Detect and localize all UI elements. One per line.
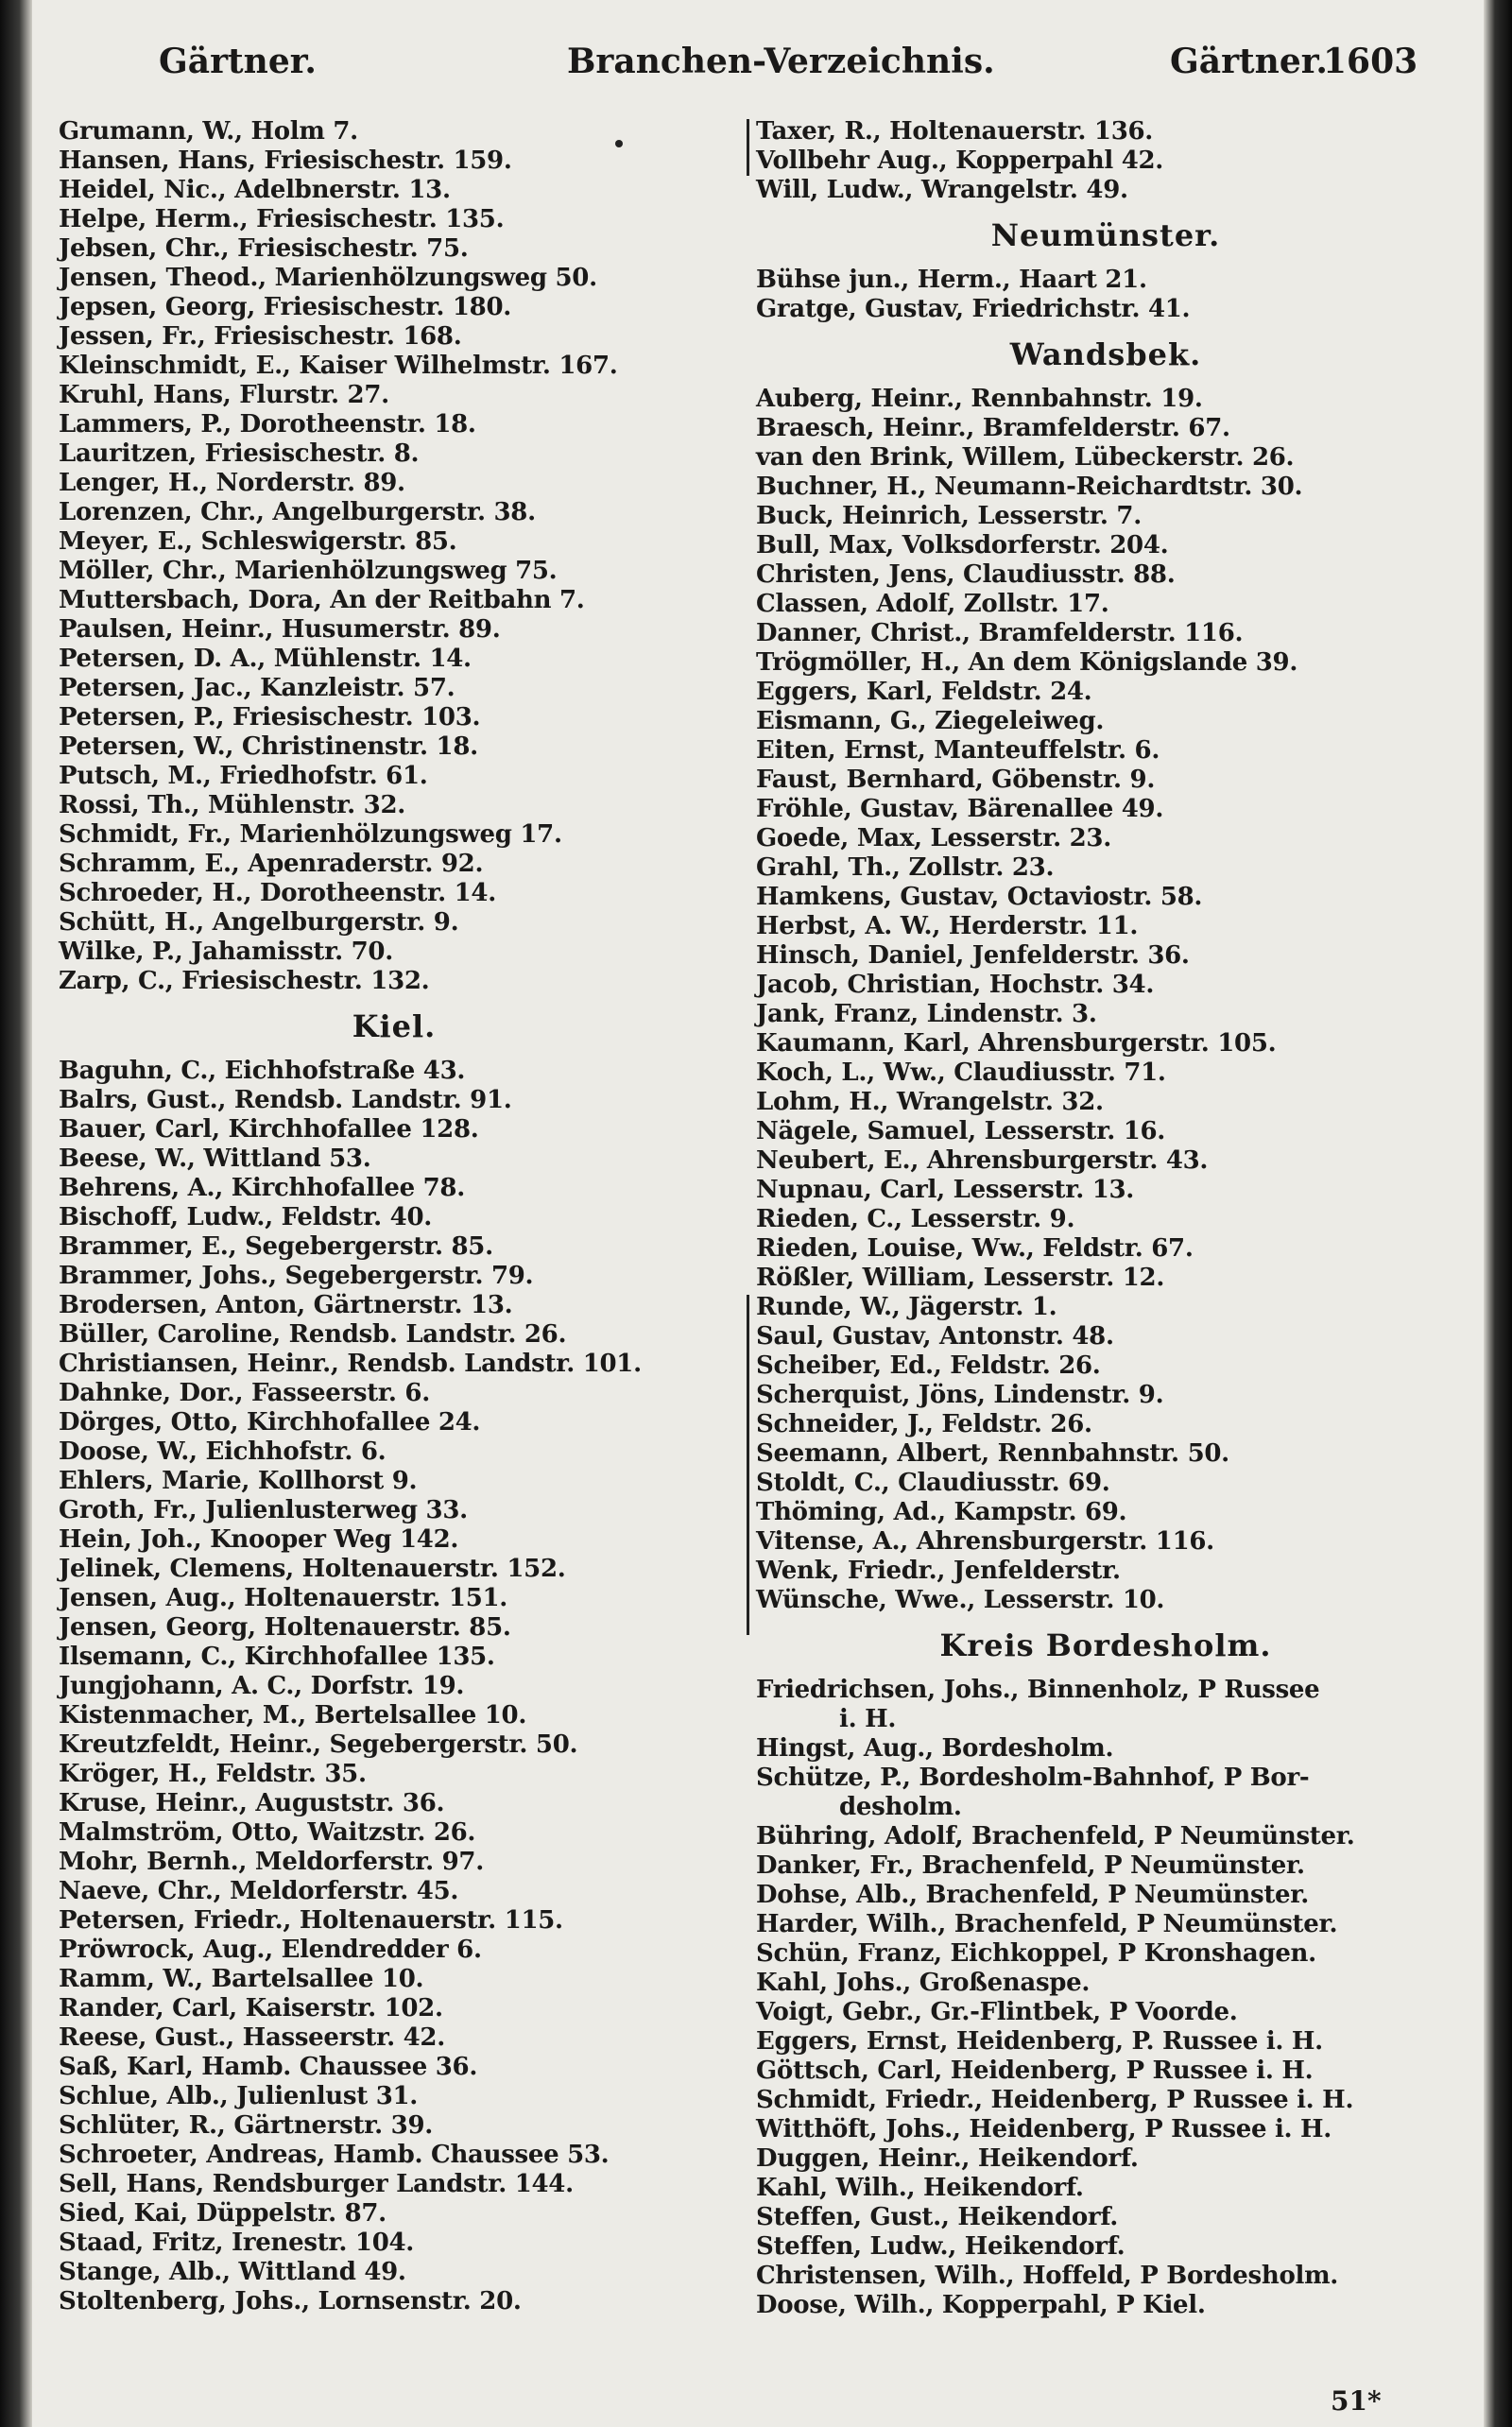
directory-entry: Naeve, Chr., Meldorferstr. 45. (59, 1877, 459, 1905)
directory-entry: Staad, Fritz, Irenestr. 104. (59, 2229, 415, 2257)
directory-entry: Rieden, C., Lesserstr. 9. (756, 1205, 1075, 1233)
directory-entry: Eggers, Karl, Feldstr. 24. (756, 678, 1092, 706)
directory-entry: Jank, Franz, Lindenstr. 3. (756, 1000, 1097, 1028)
directory-entry: Büller, Caroline, Rendsb. Landstr. 26. (59, 1320, 567, 1349)
right-entries-bordesholm (756, 1676, 1455, 2320)
directory-entry: Bühring, Adolf, Brachenfeld, P Neumünster. (756, 1822, 1355, 1850)
page-number: 1603 (1323, 42, 1418, 81)
directory-entry: Meyer, E., Schleswigerstr. 85. (59, 527, 457, 556)
directory-entry: Grahl, Th., Zollstr. 23. (756, 853, 1055, 882)
directory-entry: Will, Ludw., Wrangelstr. 49. (756, 176, 1128, 204)
directory-entry: Muttersbach, Dora, An der Reitbahn 7. (59, 586, 585, 614)
directory-entry: Jensen, Theod., Marienhölzungsweg 50. (59, 264, 597, 292)
directory-entry: Buchner, H., Neumann-Reichardtstr. 30. (756, 473, 1303, 501)
section-heading-bordesholm: Kreis Bordesholm. (939, 1627, 1272, 1663)
directory-entry: Jebsen, Chr., Friesischestr. 75. (59, 234, 469, 263)
directory-entry: Lammers, P., Dorotheenstr. 18. (59, 410, 476, 439)
directory-entry: Kruse, Heinr., Auguststr. 36. (59, 1789, 445, 1817)
scan-edge-left (0, 0, 32, 2427)
directory-entry: Hingst, Aug., Bordesholm. (756, 1734, 1114, 1763)
directory-entry: Auberg, Heinr., Rennbahnstr. 19. (756, 385, 1203, 413)
directory-entry: Jacob, Christian, Hochstr. 34. (756, 971, 1155, 999)
directory-entry: Ilsemann, C., Kirchhofallee 135. (59, 1643, 495, 1671)
directory-entry: Scheiber, Ed., Feldstr. 26. (756, 1351, 1101, 1380)
directory-entry: Bühse jun., Herm., Haart 21. (756, 266, 1147, 294)
directory-entry: Göttsch, Carl, Heidenberg, P Russee i. H. (756, 2057, 1314, 2085)
directory-entry: Ehlers, Marie, Kollhorst 9. (59, 1467, 418, 1495)
directory-entry: Seemann, Albert, Rennbahnstr. 50. (756, 1439, 1229, 1468)
directory-entry: Kruhl, Hans, Flurstr. 27. (59, 381, 389, 409)
left-entries-top (59, 117, 730, 996)
directory-entry: Steffen, Ludw., Heikendorf. (756, 2232, 1125, 2261)
directory-entry: Jungjohann, A. C., Dorfstr. 19. (59, 1672, 465, 1700)
directory-entry: Thöming, Ad., Kampstr. 69. (756, 1498, 1127, 1526)
directory-entry: Friedrichsen, Johs., Binnenholz, P Russee (756, 1676, 1320, 1704)
directory-entry: Jensen, Aug., Holtenauerstr. 151. (59, 1584, 508, 1612)
directory-entry: Kreutzfeldt, Heinr., Segebergerstr. 50. (59, 1730, 578, 1759)
directory-entry: Wenk, Friedr., Jenfelderstr. (756, 1557, 1121, 1585)
directory-entry: Sell, Hans, Rendsburger Landstr. 144. (59, 2170, 574, 2198)
directory-entry: Koch, L., Ww., Claudiusstr. 71. (756, 1059, 1166, 1087)
directory-entry: Herbst, A. W., Herderstr. 11. (756, 912, 1139, 940)
directory-entry: Danker, Fr., Brachenfeld, P Neumünster. (756, 1851, 1305, 1880)
directory-entry: Steffen, Gust., Heikendorf. (756, 2203, 1119, 2231)
directory-entry: Pröwrock, Aug., Elendredder 6. (59, 1936, 482, 1964)
directory-entry: Duggen, Heinr., Heikendorf. (756, 2144, 1139, 2173)
directory-entry: Christensen, Wilh., Hoffeld, P Bordesholm. (756, 2262, 1339, 2290)
directory-entry: Möller, Chr., Marienhölzungsweg 75. (59, 557, 558, 585)
directory-entry: i. H. (839, 1705, 897, 1733)
directory-entry: Kröger, H., Feldstr. 35. (59, 1760, 367, 1788)
right-entries-neumuenster (756, 266, 1455, 324)
running-head-left: Gärtner. (159, 42, 317, 81)
directory-entry: Petersen, Friedr., Holtenauerstr. 115. (59, 1906, 563, 1935)
directory-entry: Schroeter, Andreas, Hamb. Chaussee 53. (59, 2141, 610, 2169)
directory-entry: Gratge, Gustav, Friedrichstr. 41. (756, 295, 1191, 323)
directory-entry: Vollbehr Aug., Kopperpahl 42. (756, 146, 1164, 175)
directory-entry: Dörges, Otto, Kirchhofallee 24. (59, 1408, 481, 1437)
directory-entry: Schütze, P., Bordesholm-Bahnhof, P Bor- (756, 1764, 1310, 1792)
directory-entry: Witthöft, Johs., Heidenberg, P Russee i. H. (756, 2115, 1332, 2143)
directory-entry: van den Brink, Willem, Lübeckerstr. 26. (756, 443, 1295, 472)
directory-entry: Kahl, Wilh., Heikendorf. (756, 2174, 1084, 2202)
directory-entry: Schütt, H., Angelburgerstr. 9. (59, 908, 459, 937)
directory-entry: Brammer, Johs., Segebergerstr. 79. (59, 1262, 534, 1290)
directory-entry: Baguhn, C., Eichhofstraße 43. (59, 1057, 466, 1085)
directory-entry: Hansen, Hans, Friesischestr. 159. (59, 146, 512, 175)
directory-entry: Fröhle, Gustav, Bärenallee 49. (756, 795, 1164, 823)
directory-entry: Lenger, H., Norderstr. 89. (59, 469, 405, 497)
footer-number: 51* (1331, 2385, 1382, 2417)
directory-entry: Dahnke, Dor., Fasseerstr. 6. (59, 1379, 430, 1407)
directory-entry: Brodersen, Anton, Gärtnerstr. 13. (59, 1291, 513, 1319)
directory-entry: Voigt, Gebr., Gr.-Flintbek, P Voorde. (756, 1998, 1238, 2026)
directory-entry: Rander, Carl, Kaiserstr. 102. (59, 1994, 443, 2022)
directory-entry: Christiansen, Heinr., Rendsb. Landstr. 101. (59, 1350, 642, 1378)
directory-entry: Rossi, Th., Mühlenstr. 32. (59, 791, 406, 819)
directory-entry: Eismann, G., Ziegeleiweg. (756, 707, 1105, 735)
left-entries-kiel (59, 1057, 730, 2316)
directory-entry: Faust, Bernhard, Göbenstr. 9. (756, 766, 1156, 794)
directory-entry: Harder, Wilh., Brachenfeld, P Neumünster. (756, 1910, 1338, 1938)
directory-entry: Balrs, Gust., Rendsb. Landstr. 91. (59, 1086, 512, 1114)
directory-entry: Schramm, E., Apenraderstr. 92. (59, 850, 484, 878)
directory-entry: Kahl, Johs., Großenaspe. (756, 1969, 1091, 1997)
directory-entry: Beese, W., Wittland 53. (59, 1145, 371, 1173)
directory-entry: Braesch, Heinr., Bramfelderstr. 67. (756, 414, 1230, 442)
directory-entry: Hinsch, Daniel, Jenfelderstr. 36. (756, 941, 1190, 970)
directory-entry: Jelinek, Clemens, Holtenauerstr. 152. (59, 1555, 566, 1583)
section-heading-neumuenster: Neumünster. (990, 217, 1221, 253)
directory-entry: Vitense, A., Ahrensburgerstr. 116. (756, 1527, 1214, 1556)
directory-entry: Kleinschmidt, E., Kaiser Wilhelmstr. 167. (59, 352, 618, 380)
directory-entry: Runde, W., Jägerstr. 1. (756, 1293, 1057, 1321)
directory-entry: Petersen, D. A., Mühlenstr. 14. (59, 645, 472, 673)
directory-entry: Schneider, J., Feldstr. 26. (756, 1410, 1092, 1438)
directory-entry: Malmström, Otto, Waitzstr. 26. (59, 1818, 476, 1847)
directory-entry: Bull, Max, Volksdorferstr. 204. (756, 531, 1169, 559)
directory-entry: Bischoff, Ludw., Feldstr. 40. (59, 1203, 432, 1231)
directory-entry: Hamkens, Gustav, Octaviostr. 58. (756, 883, 1203, 911)
directory-entry: Eiten, Ernst, Manteuffelstr. 6. (756, 736, 1160, 765)
directory-entry: Eggers, Ernst, Heidenberg, P. Russee i. H. (756, 2027, 1323, 2056)
directory-entry: Wünsche, Wwe., Lesserstr. 10. (756, 1586, 1165, 1614)
right-entries-top (756, 117, 1455, 205)
directory-entry: Nägele, Samuel, Lesserstr. 16. (756, 1117, 1166, 1145)
directory-entry: Classen, Adolf, Zollstr. 17. (756, 590, 1109, 618)
directory-entry: Schlue, Alb., Julienlust 31. (59, 2082, 419, 2110)
directory-entry: Rieden, Louise, Ww., Feldstr. 67. (756, 1234, 1194, 1263)
directory-entry: Nupnau, Carl, Lesserstr. 13. (756, 1176, 1135, 1204)
directory-entry: Doose, Wilh., Kopperpahl, P Kiel. (756, 2291, 1206, 2319)
directory-entry: Taxer, R., Holtenauerstr. 136. (756, 117, 1154, 146)
running-head-right: Gärtner. (1170, 42, 1328, 81)
directory-entry: Behrens, A., Kirchhofallee 78. (59, 1174, 465, 1202)
directory-entry: desholm. (839, 1793, 962, 1821)
column-rule-lower (747, 1295, 749, 1635)
directory-entry: Hein, Joh., Knooper Weg 142. (59, 1525, 459, 1554)
directory-entry: Petersen, W., Christinenstr. 18. (59, 732, 478, 761)
directory-entry: Neubert, E., Ahrensburgerstr. 43. (756, 1146, 1209, 1175)
directory-entry: Grumann, W., Holm 7. (59, 117, 358, 146)
directory-entry: Doose, W., Eichhofstr. 6. (59, 1437, 387, 1466)
directory-entry: Rößler, William, Lesserstr. 12. (756, 1264, 1165, 1292)
directory-entry: Paulsen, Heinr., Husumerstr. 89. (59, 615, 501, 644)
directory-entry: Stoltenberg, Johs., Lornsenstr. 20. (59, 2287, 522, 2315)
directory-entry: Stange, Alb., Wittland 49. (59, 2258, 406, 2286)
scan-edge-right (1484, 0, 1512, 2427)
directory-entry: Brammer, E., Segebergerstr. 85. (59, 1232, 493, 1261)
running-head-title: Branchen-Verzeichnis. (567, 42, 995, 81)
directory-entry: Schmidt, Friedr., Heidenberg, P Russee i. H. (756, 2086, 1354, 2114)
directory-entry: Zarp, C., Friesischestr. 132. (59, 967, 430, 995)
directory-entry: Danner, Christ., Bramfelderstr. 116. (756, 619, 1244, 647)
directory-entry: Jensen, Georg, Holtenauerstr. 85. (59, 1613, 511, 1642)
directory-entry: Kistenmacher, M., Bertelsallee 10. (59, 1701, 527, 1730)
directory-entry: Wilke, P., Jahamisstr. 70. (59, 938, 393, 966)
directory-entry: Schlüter, R., Gärtnerstr. 39. (59, 2111, 434, 2140)
directory-entry: Heidel, Nic., Adelbnerstr. 13. (59, 176, 451, 204)
directory-entry: Kaumann, Karl, Ahrensburgerstr. 105. (756, 1029, 1277, 1058)
left-column (59, 117, 730, 2316)
directory-entry: Jepsen, Georg, Friesischestr. 180. (59, 293, 512, 321)
right-entries-wandsbek (756, 385, 1455, 1615)
directory-entry: Schmidt, Fr., Marienhölzungsweg 17. (59, 820, 562, 849)
directory-entry: Reese, Gust., Hasseerstr. 42. (59, 2023, 445, 2052)
directory-entry: Saul, Gustav, Antonstr. 48. (756, 1322, 1114, 1351)
directory-entry: Stoldt, C., Claudiusstr. 69. (756, 1469, 1110, 1497)
directory-entry: Trögmöller, H., An dem Königslande 39. (756, 648, 1298, 677)
directory-entry: Mohr, Bernh., Meldorferstr. 97. (59, 1848, 484, 1876)
section-heading-kiel: Kiel. (352, 1008, 437, 1044)
directory-entry: Scherquist, Jöns, Lindenstr. 9. (756, 1381, 1164, 1409)
directory-entry: Lauritzen, Friesischestr. 8. (59, 439, 420, 468)
directory-entry: Groth, Fr., Julienlusterweg 33. (59, 1496, 468, 1524)
directory-entry: Schroeder, H., Dorotheenstr. 14. (59, 879, 496, 907)
section-heading-wandsbek: Wandsbek. (1009, 336, 1202, 372)
directory-entry: Saß, Karl, Hamb. Chaussee 36. (59, 2053, 478, 2081)
directory-entry: Lohm, H., Wrangelstr. 32. (756, 1088, 1104, 1116)
directory-entry: Lorenzen, Chr., Angelburgerstr. 38. (59, 498, 536, 526)
directory-entry: Sied, Kai, Düppelstr. 87. (59, 2199, 387, 2228)
directory-entry: Putsch, M., Friedhofstr. 61. (59, 762, 428, 790)
directory-entry: Christen, Jens, Claudiusstr. 88. (756, 560, 1176, 589)
directory-entry: Petersen, P., Friesischestr. 103. (59, 703, 481, 732)
directory-entry: Helpe, Herm., Friesischestr. 135. (59, 205, 505, 233)
directory-entry: Schün, Franz, Eichkoppel, P Kronshagen. (756, 1939, 1316, 1968)
directory-entry: Goede, Max, Lesserstr. 23. (756, 824, 1111, 852)
right-column (756, 117, 1455, 2320)
directory-entry: Ramm, W., Bartelsallee 10. (59, 1965, 424, 1993)
directory-entry: Jessen, Fr., Friesischestr. 168. (59, 322, 462, 351)
directory-entry: Dohse, Alb., Brachenfeld, P Neumünster. (756, 1881, 1310, 1909)
column-rule-top (747, 119, 749, 176)
directory-entry: Bauer, Carl, Kirchhofallee 128. (59, 1115, 479, 1144)
directory-entry: Buck, Heinrich, Lesserstr. 7. (756, 502, 1142, 530)
directory-entry: Petersen, Jac., Kanzleistr. 57. (59, 674, 455, 702)
